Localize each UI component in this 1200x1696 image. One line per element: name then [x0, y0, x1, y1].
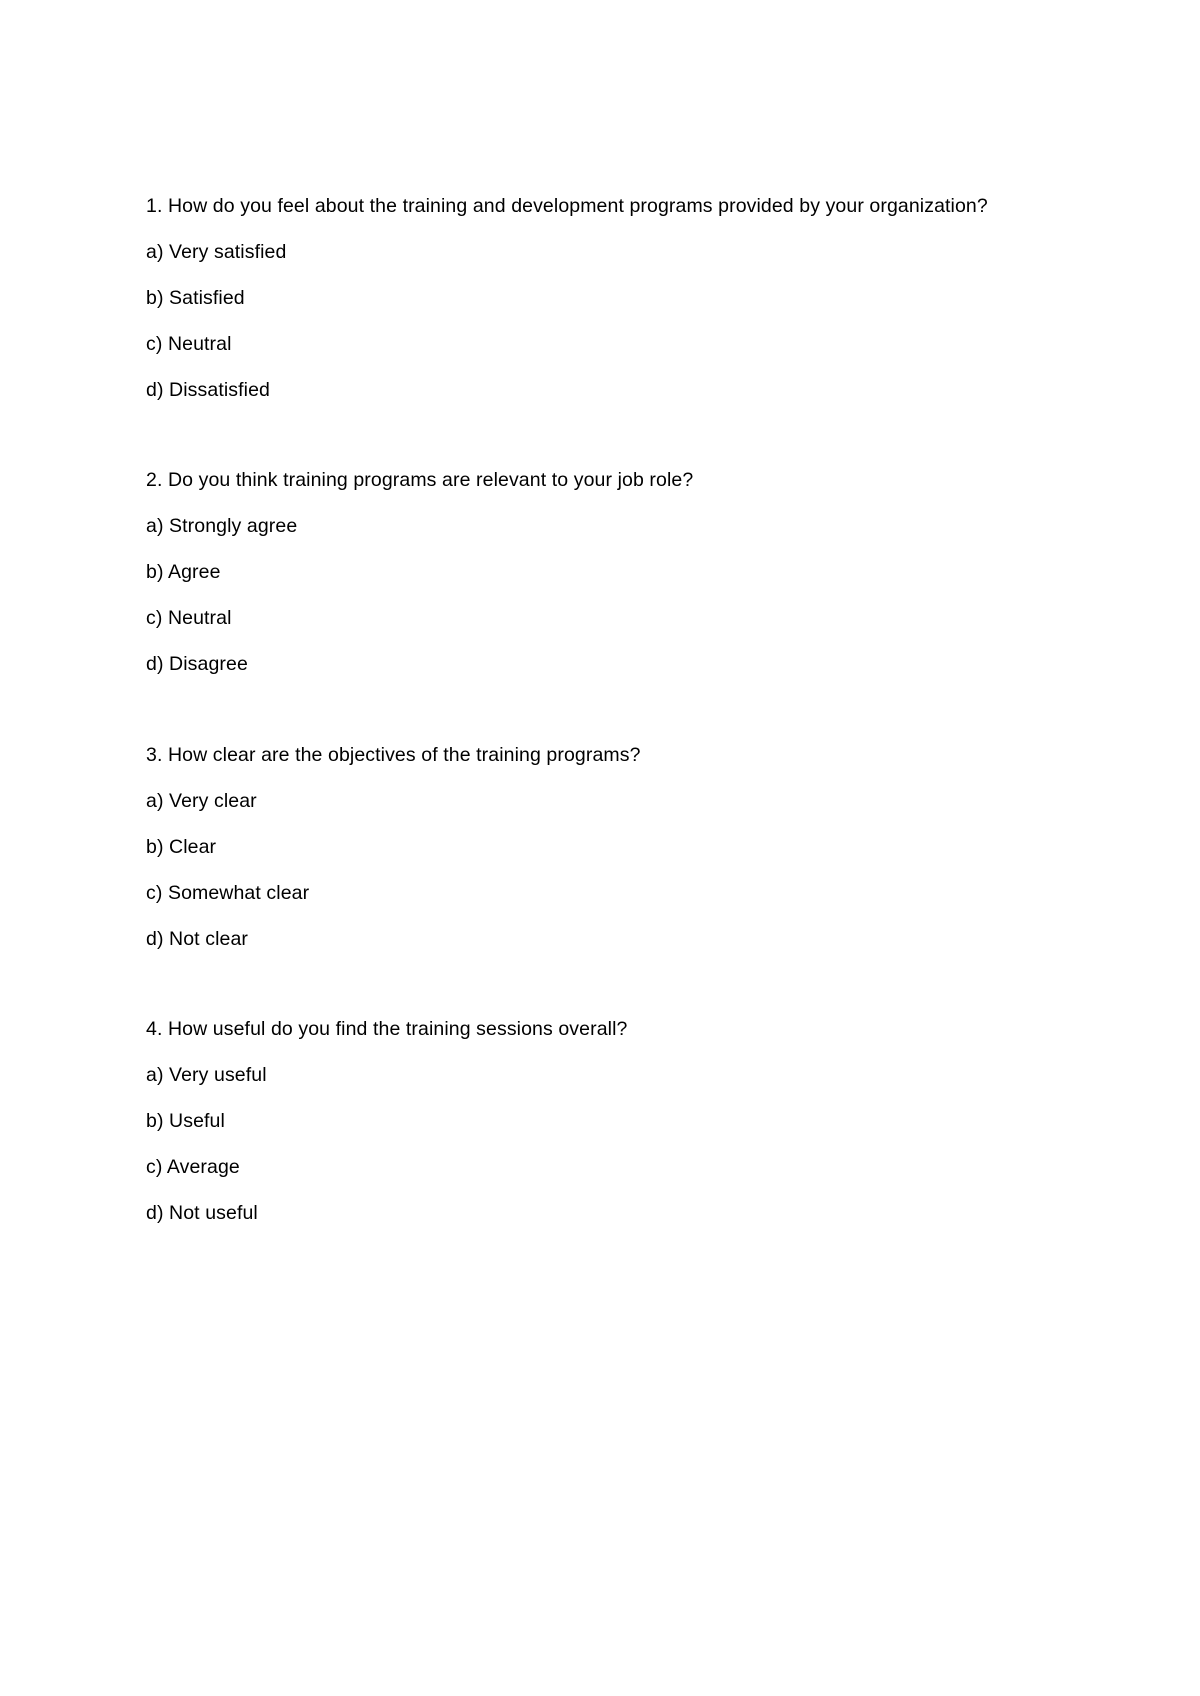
- answer-option: a) Very satisfied: [146, 241, 287, 263]
- question-block-3: [146, 741, 1106, 971]
- question-block-2: [146, 466, 1106, 696]
- answer-option: a) Very clear: [146, 790, 257, 812]
- question-text: 3. How clear are the objectives of the training programs?: [146, 744, 641, 766]
- answer-option: b) Agree: [146, 561, 221, 583]
- answer-option: d) Not clear: [146, 928, 248, 950]
- answer-option: b) Useful: [146, 1110, 225, 1132]
- answer-option: d) Disagree: [146, 653, 248, 675]
- answer-option: a) Very useful: [146, 1064, 267, 1086]
- answer-option: c) Neutral: [146, 607, 232, 629]
- answer-option: d) Dissatisfied: [146, 379, 270, 401]
- question-text: 1. How do you feel about the training and development programs provided by your organization?: [146, 195, 988, 217]
- answer-option: c) Neutral: [146, 333, 232, 355]
- answer-option: b) Satisfied: [146, 287, 245, 309]
- answer-option: b) Clear: [146, 836, 217, 858]
- answer-option: a) Strongly agree: [146, 515, 298, 537]
- question-block-1: [146, 192, 1106, 422]
- question-text: 4. How useful do you find the training sessions overall?: [146, 1018, 628, 1040]
- question-block-4: [146, 1015, 1106, 1245]
- question-text: 2. Do you think training programs are relevant to your job role?: [146, 469, 694, 491]
- answer-option: d) Not useful: [146, 1202, 258, 1224]
- answer-option: c) Somewhat clear: [146, 882, 310, 904]
- answer-option: c) Average: [146, 1156, 240, 1178]
